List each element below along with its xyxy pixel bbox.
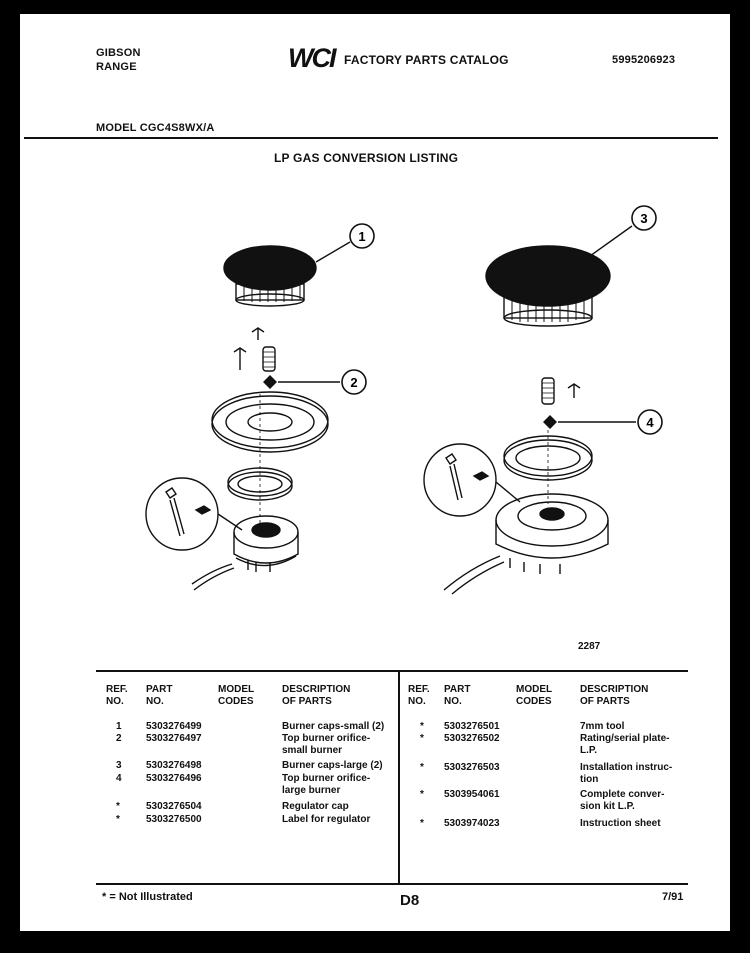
desc-cell: Label for regulator — [282, 814, 371, 825]
desc-cell: Top burner orifice- large burner — [282, 773, 371, 796]
header-rule — [24, 137, 718, 139]
callout-1-label: 1 — [358, 229, 366, 244]
screw-parts — [234, 328, 276, 388]
part-cell: 5303276502 — [444, 733, 500, 744]
ref-cell: * — [420, 818, 424, 829]
small-burner-cap — [224, 246, 316, 306]
large-burner-orifice — [542, 378, 580, 428]
col-model-header-right: MODEL CODES — [516, 684, 553, 707]
callout-4-label: 4 — [646, 415, 654, 430]
col-ref-header: REF. NO. — [106, 684, 128, 707]
revision-date: 7/91 — [662, 891, 684, 903]
brand-line2: RANGE — [96, 61, 137, 73]
table-top-rule — [96, 670, 688, 672]
desc-cell: Burner caps-large (2) — [282, 760, 383, 771]
callout-1 — [350, 224, 374, 248]
footnote: * = Not Illustrated — [102, 891, 193, 903]
part-cell: 5303276503 — [444, 762, 500, 773]
part-cell: 5303276498 — [146, 760, 202, 771]
desc-cell: Complete conver- sion kit L.P. — [580, 789, 665, 812]
catalog-page — [20, 14, 730, 931]
table-divider — [398, 670, 400, 883]
col-ref-header-right: REF. NO. — [408, 684, 430, 707]
desc-cell: Burner caps-small (2) — [282, 721, 385, 732]
callout-3-label: 3 — [640, 211, 648, 226]
small-burner-detail-circle — [146, 478, 242, 550]
part-cell: 5303276500 — [146, 814, 202, 825]
small-burner-base — [212, 392, 328, 452]
part-cell: 5303276497 — [146, 733, 202, 744]
col-desc-header: DESCRIPTION OF PARTS — [282, 684, 351, 707]
part-cell: 5303276504 — [146, 801, 202, 812]
desc-cell: Installation instruc- tion — [580, 762, 673, 785]
figure-code: 2287 — [578, 641, 601, 652]
ref-cell: 4 — [116, 773, 122, 784]
page-number: D8 — [400, 892, 420, 909]
part-cell: 5303974023 — [444, 818, 500, 829]
desc-cell: Instruction sheet — [580, 818, 661, 829]
ref-cell: * — [116, 814, 120, 825]
col-desc-header-right: DESCRIPTION OF PARTS — [580, 684, 649, 707]
model-number: MODEL CGC4S8WX/A — [96, 122, 215, 134]
callout-2 — [342, 370, 366, 394]
part-cell: 5303276496 — [146, 773, 202, 784]
catalog-title: FACTORY PARTS CATALOG — [344, 53, 509, 67]
callout-2-label: 2 — [350, 375, 358, 390]
wci-logo: WCI — [288, 43, 335, 73]
ref-cell: * — [420, 733, 424, 744]
ref-cell: * — [420, 789, 424, 800]
part-cell: 5303276499 — [146, 721, 202, 732]
desc-cell: 7mm tool — [580, 721, 625, 732]
part-cell: 5303954061 — [444, 789, 500, 800]
ref-cell: 2 — [116, 733, 122, 744]
section-title: LP GAS CONVERSION LISTING — [274, 151, 459, 165]
ref-cell: 1 — [116, 721, 122, 732]
large-burner-cap — [486, 246, 610, 326]
exploded-parts-diagram — [20, 184, 730, 604]
table-bottom-rule — [96, 883, 688, 885]
ref-cell: 3 — [116, 760, 122, 771]
ref-cell: * — [116, 801, 120, 812]
desc-cell: Top burner orifice- small burner — [282, 733, 371, 756]
callout-3 — [632, 206, 656, 230]
large-burner-valve — [444, 494, 608, 594]
col-part-header: PART NO. — [146, 684, 173, 707]
col-part-header-right: PART NO. — [444, 684, 471, 707]
desc-cell: Regulator cap — [282, 801, 349, 812]
ref-cell: * — [420, 762, 424, 773]
small-burner-valve — [192, 516, 298, 590]
desc-cell: Rating/serial plate- L.P. — [580, 733, 670, 756]
callout-4 — [638, 410, 662, 434]
part-cell: 5303276501 — [444, 721, 500, 732]
ref-cell: * — [420, 721, 424, 732]
col-model-header: MODEL CODES — [218, 684, 255, 707]
catalog-number: 5995206923 — [612, 54, 676, 66]
brand-line1: GIBSON — [96, 47, 141, 59]
